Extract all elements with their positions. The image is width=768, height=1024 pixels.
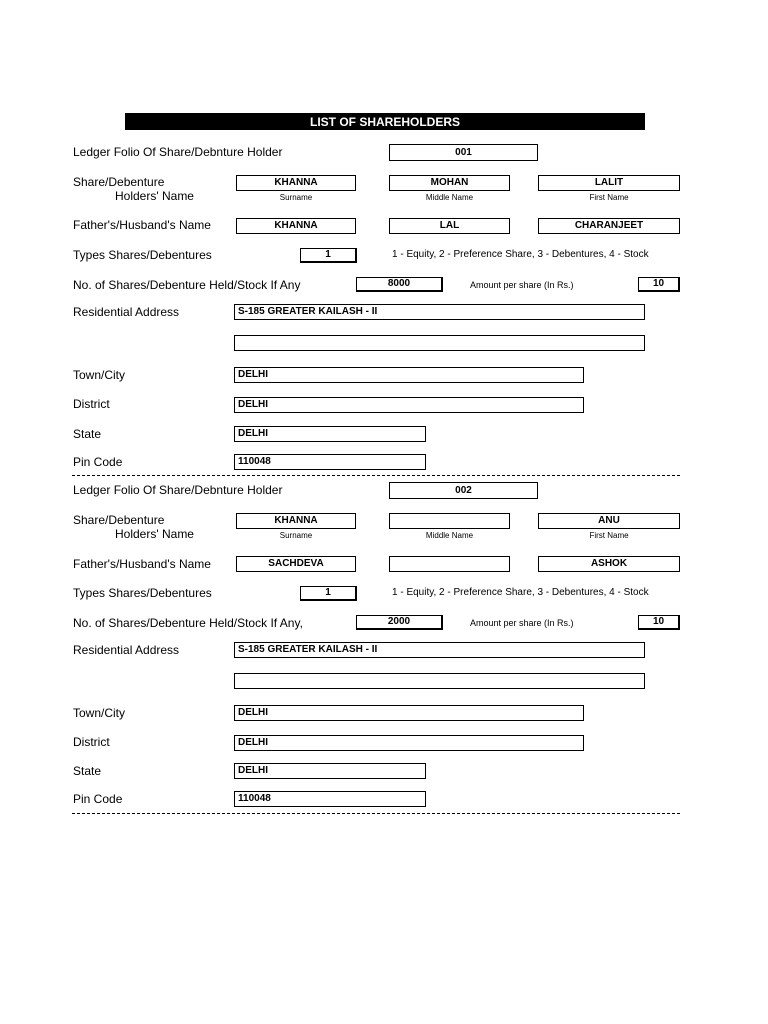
holder-name-label-line2: Holders' Name [115, 527, 194, 541]
district-label: District [73, 397, 110, 411]
middle-name-caption: Middle Name [425, 193, 474, 202]
district-field[interactable]: DELHI [234, 735, 584, 751]
record-separator [72, 813, 680, 814]
address-line1-field[interactable]: S-185 GREATER KAILASH - II [234, 642, 645, 658]
shares-held-field[interactable]: 8000 [356, 277, 443, 292]
share-type-legend: 1 - Equity, 2 - Preference Share, 3 - Debentures, 4 - Stock [392, 249, 649, 260]
town-city-field[interactable]: DELHI [234, 367, 584, 383]
address-line2-field[interactable] [234, 673, 645, 689]
holder-name-label-line1: Share/Debenture [73, 175, 165, 189]
surname-caption: Surname [279, 193, 313, 202]
town-city-label: Town/City [73, 706, 126, 720]
amount-per-share-field[interactable]: 10 [638, 277, 680, 292]
holder-surname-field[interactable]: KHANNA [236, 513, 356, 529]
pin-code-field[interactable]: 110048 [234, 454, 426, 470]
town-city-label: Town/City [73, 368, 126, 382]
page-title: LIST OF SHAREHOLDERS [125, 113, 645, 130]
father-middle-name-field[interactable]: LAL [389, 218, 510, 234]
pin-code-label: Pin Code [73, 792, 123, 806]
ledger-folio-field[interactable]: 001 [389, 144, 538, 161]
state-label: State [73, 764, 102, 778]
residential-address-label: Residential Address [73, 305, 180, 319]
father-surname-field[interactable]: KHANNA [236, 218, 356, 234]
amount-per-share-label: Amount per share (In Rs.) [470, 280, 574, 290]
holder-middle-name-field[interactable] [389, 513, 510, 529]
town-city-field[interactable]: DELHI [234, 705, 584, 721]
share-type-label: Types Shares/Debentures [73, 248, 212, 262]
state-label: State [73, 427, 102, 441]
ledger-folio-field[interactable]: 002 [389, 482, 538, 499]
share-type-label: Types Shares/Debentures [73, 586, 212, 600]
pin-code-label: Pin Code [73, 455, 123, 469]
first-name-caption: First Name [589, 193, 629, 202]
holder-middle-name-field[interactable]: MOHAN [389, 175, 510, 191]
holder-name-label-line2: Holders' Name [115, 189, 194, 203]
holder-name-label-line1: Share/Debenture [73, 513, 165, 527]
shareholder-record-2 [0, 476, 768, 806]
share-type-field[interactable]: 1 [300, 586, 357, 601]
father-middle-name-field[interactable] [389, 556, 510, 572]
amount-per-share-label: Amount per share (In Rs.) [470, 618, 574, 628]
district-field[interactable]: DELHI [234, 397, 584, 413]
shares-held-label: No. of Shares/Debenture Held/Stock If Any [73, 278, 301, 292]
father-name-label: Father's/Husband's Name [73, 557, 211, 571]
address-line2-field[interactable] [234, 335, 645, 351]
state-field[interactable]: DELHI [234, 763, 426, 779]
holder-first-name-field[interactable]: LALIT [538, 175, 680, 191]
ledger-folio-label: Ledger Folio Of Share/Debnture Holder [73, 483, 283, 497]
ledger-folio-label: Ledger Folio Of Share/Debnture Holder [73, 145, 283, 159]
holder-first-name-field[interactable]: ANU [538, 513, 680, 529]
residential-address-label: Residential Address [73, 643, 180, 657]
pin-code-field[interactable]: 110048 [234, 791, 426, 807]
surname-caption: Surname [279, 531, 313, 540]
shares-held-label: No. of Shares/Debenture Held/Stock If Any, [73, 616, 303, 630]
share-type-legend: 1 - Equity, 2 - Preference Share, 3 - Debentures, 4 - Stock [392, 587, 649, 598]
father-surname-field[interactable]: SACHDEVA [236, 556, 356, 572]
shares-held-field[interactable]: 2000 [356, 615, 443, 630]
father-first-name-field[interactable]: ASHOK [538, 556, 680, 572]
address-line1-field[interactable]: S-185 GREATER KAILASH - II [234, 304, 645, 320]
shareholder-record-1 [0, 138, 768, 468]
amount-per-share-field[interactable]: 10 [638, 615, 680, 630]
first-name-caption: First Name [589, 531, 629, 540]
share-type-field[interactable]: 1 [300, 248, 357, 263]
middle-name-caption: Middle Name [425, 531, 474, 540]
holder-surname-field[interactable]: KHANNA [236, 175, 356, 191]
father-first-name-field[interactable]: CHARANJEET [538, 218, 680, 234]
district-label: District [73, 735, 110, 749]
father-name-label: Father's/Husband's Name [73, 218, 211, 232]
state-field[interactable]: DELHI [234, 426, 426, 442]
